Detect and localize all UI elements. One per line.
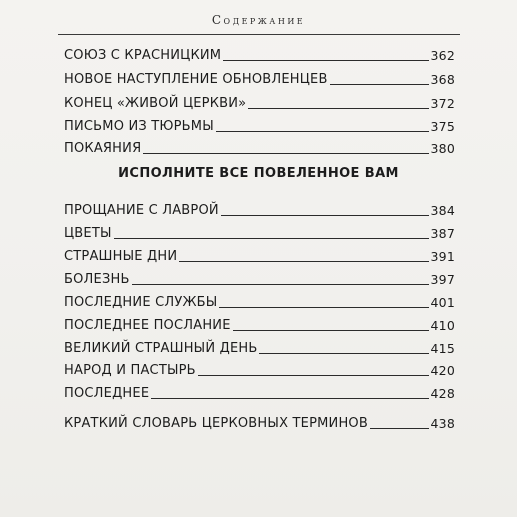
toc-entry-title: СОЮЗ С КРАСНИЦКИМ [64, 48, 222, 63]
toc-entry-page: 415 [430, 341, 455, 356]
toc-entry-glossary [64, 412, 455, 432]
toc-entry-page: 420 [430, 363, 455, 378]
toc-entry [64, 44, 455, 64]
header-rule [58, 34, 460, 35]
toc-entry-title: ПОСЛЕДНЕЕ [64, 386, 150, 401]
toc-entry-page: 387 [430, 226, 455, 241]
toc-entry-page: 410 [430, 318, 455, 333]
toc-entry-page: 428 [430, 386, 455, 401]
toc-entry-page: 384 [430, 203, 455, 218]
toc-entry-page: 401 [430, 295, 455, 310]
toc-leader [370, 428, 429, 429]
toc-leader [233, 330, 429, 331]
section-heading: ИСПОЛНИТЕ ВСЕ ПОВЕЛЕННОЕ ВАМ [118, 166, 399, 181]
toc-entry-page: 372 [430, 96, 455, 111]
toc-entry [64, 68, 455, 88]
toc-entry-title: ПОСЛЕДНИЕ СЛУЖБЫ [64, 295, 218, 310]
toc-entry [64, 245, 455, 265]
toc-entry [64, 314, 455, 334]
toc-leader [151, 398, 428, 399]
toc-entry-title: КОНЕЦ «ЖИВОЙ ЦЕРКВИ» [64, 96, 247, 111]
toc-leader [132, 284, 429, 285]
toc-entry-title: ПОКАЯНИЯ [64, 141, 142, 156]
toc-entry-page: 362 [430, 48, 455, 63]
toc-entry-title: ПИСЬМО ИЗ ТЮРЬМЫ [64, 119, 214, 134]
toc-leader [248, 108, 428, 109]
toc-leader [221, 215, 429, 216]
toc-entry-page: 375 [430, 119, 455, 134]
toc-entry [64, 137, 455, 157]
toc-entry [64, 268, 455, 288]
toc-entry-title: НОВОЕ НАСТУПЛЕНИЕ ОБНОВЛЕНЦЕВ [64, 72, 328, 87]
toc-leader [219, 307, 428, 308]
toc-entry-title: СТРАШНЫЕ ДНИ [64, 249, 178, 264]
toc-leader [198, 375, 429, 376]
toc-entry-page: 380 [430, 141, 455, 156]
toc-entry-page: 397 [430, 272, 455, 287]
toc-entry-page: 391 [430, 249, 455, 264]
toc-leader [143, 153, 428, 154]
toc-entry-title: ЦВЕТЫ [64, 226, 112, 241]
toc-entry [64, 382, 455, 402]
toc-entry-page: 368 [430, 72, 455, 87]
toc-entry [64, 291, 455, 311]
toc-entry [64, 359, 455, 379]
toc-entry-title: БОЛЕЗНЬ [64, 272, 130, 287]
toc-entry [64, 337, 455, 357]
toc-leader [259, 353, 428, 354]
toc-leader [114, 238, 429, 239]
toc-entry-page: 438 [430, 416, 455, 431]
toc-entry-title: НАРОД И ПАСТЫРЬ [64, 363, 196, 378]
toc-leader [330, 84, 429, 85]
toc-entry [64, 222, 455, 242]
running-title: Содержание [211, 13, 306, 27]
toc-entry-title: ПОСЛЕДНЕЕ ПОСЛАНИЕ [64, 318, 231, 333]
toc-leader [216, 131, 429, 132]
toc-entry [64, 115, 455, 135]
toc-entry-title: ВЕЛИКИЙ СТРАШНЫЙ ДЕНЬ [64, 341, 258, 356]
toc-entry-title: КРАТКИЙ СЛОВАРЬ ЦЕРКОВНЫХ ТЕРМИНОВ [64, 416, 368, 431]
toc-leader [223, 60, 428, 61]
toc-entry-title: ПРОЩАНИЕ С ЛАВРОЙ [64, 203, 219, 218]
toc-entry [64, 92, 455, 112]
toc-leader [179, 261, 428, 262]
toc-entry [64, 199, 455, 219]
